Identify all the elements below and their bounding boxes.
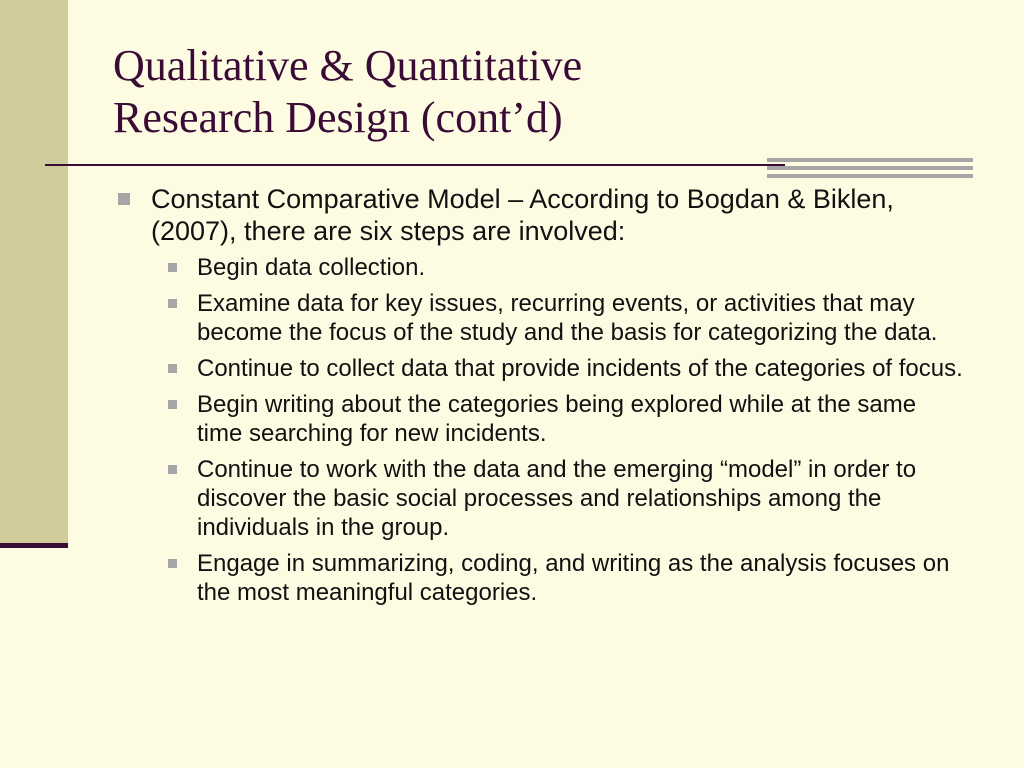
slide-title [113, 40, 933, 144]
step-text: Engage in summarizing, coding, and writing as the analysis focuses on the most meaningful categories. [197, 550, 950, 606]
left-band-underline [0, 543, 68, 548]
title-divider-line [45, 164, 785, 166]
square-bullet-icon [168, 364, 177, 373]
list-item [164, 390, 964, 448]
list-item [164, 549, 964, 607]
step-text: Examine data for key issues, recurring events, or activities that may become the focus of the study and the basis for categorizing the data. [197, 290, 938, 346]
list-item [164, 354, 964, 383]
list-item [164, 289, 964, 347]
list-item [164, 253, 964, 282]
accent-bar-bottom [767, 174, 973, 178]
accent-bar-middle [767, 166, 973, 170]
square-bullet-icon [168, 263, 177, 272]
step-text: Continue to work with the data and the emerging “model” in order to discover the basic social processes and relationships among the individuals in the group. [197, 456, 917, 541]
slide-title-line-2: Research Design (cont’d) [113, 93, 563, 142]
left-decorative-band [0, 0, 68, 544]
steps-list [164, 253, 964, 607]
main-bullet-point [118, 183, 978, 247]
step-text: Begin data collection. [197, 254, 426, 281]
square-bullet-icon [168, 465, 177, 474]
square-bullet-icon [168, 299, 177, 308]
accent-bar-top [767, 158, 973, 162]
slide-body [118, 183, 978, 614]
step-text: Continue to collect data that provide incidents of the categories of focus. [197, 355, 963, 382]
square-bullet-icon [168, 559, 177, 568]
square-bullet-icon [118, 193, 130, 205]
main-bullet-text: Constant Comparative Model – According to Bogdan & Biklen, (2007), there are six steps are involved: [151, 184, 894, 246]
slide-title-line-1: Qualitative & Quantitative [113, 41, 583, 90]
step-text: Begin writing about the categories being explored while at the same time searching for new incidents. [197, 391, 917, 447]
list-item [164, 455, 964, 542]
square-bullet-icon [168, 400, 177, 409]
